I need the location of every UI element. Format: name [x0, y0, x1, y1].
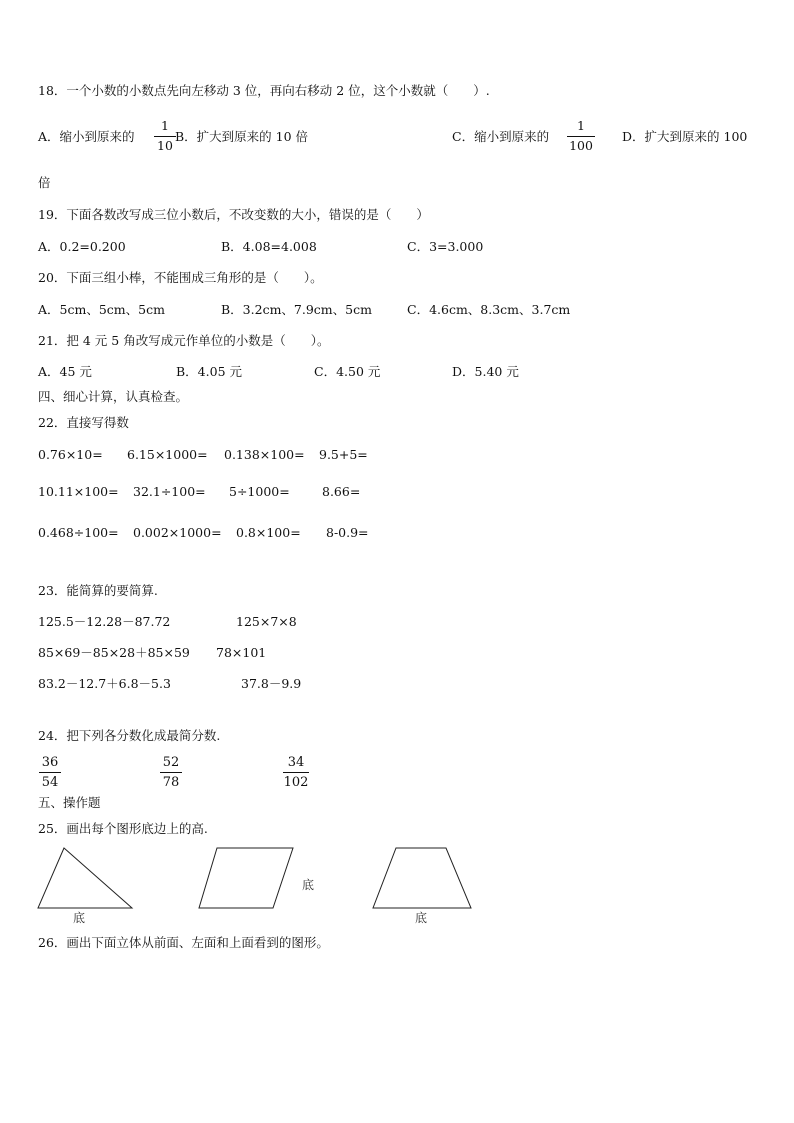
q23-item: 125.5－12.28－87.72 [38, 614, 171, 629]
q25-stem: 25．画出每个图形底边上的高. [38, 821, 208, 836]
fraction-numerator: 52 [162, 755, 180, 770]
q22-item: 8.66= [322, 484, 361, 499]
q23-item: 37.8－9.9 [241, 676, 302, 691]
fraction-numerator: 36 [41, 755, 59, 770]
fraction-denominator: 102 [283, 775, 309, 790]
trapezoid-shape [371, 846, 475, 912]
q21-option-a: A．45 元 [38, 364, 92, 379]
parallelogram-shape [197, 846, 297, 912]
fraction-numerator: 34 [287, 755, 305, 770]
fraction-numerator: 1 [161, 118, 169, 133]
q23-item: 125×7×8 [236, 614, 297, 629]
parallelogram-base-label: 底 [302, 878, 315, 892]
q18-stem: 18．一个小数的小数点先向左移动 3 位，再向右移动 2 位，这个小数就（ ）. [38, 83, 490, 98]
q18-option-d: D．扩大到原来的 100 [622, 129, 748, 144]
q22-item: 6.15×1000= [127, 447, 208, 462]
q20-option-b: B．3.2cm、7.9cm、5cm [221, 302, 372, 317]
q18-option-d-wrap: 倍 [38, 175, 51, 190]
q22-item: 0.138×100= [224, 447, 305, 462]
q21-option-d: D．5.40 元 [452, 364, 519, 379]
q18-option-a-fraction [153, 120, 177, 152]
q18-option-b: B．扩大到原来的 10 倍 [175, 129, 309, 144]
q19-option-a: A．0.2=0.200 [38, 239, 126, 254]
q22-item: 0.8×100= [236, 525, 301, 540]
fraction-denominator: 54 [41, 775, 59, 790]
q20-option-a: A．5cm、5cm、5cm [38, 302, 165, 317]
q23-item: 85×69－85×28＋85×59 [38, 645, 190, 660]
q18-option-c-fraction [566, 120, 596, 152]
q24-fraction [282, 756, 310, 789]
q23-item: 83.2－12.7＋6.8－5.3 [38, 676, 171, 691]
q23-stem: 23．能简算的要简算. [38, 583, 158, 598]
q24-fraction [159, 756, 183, 789]
q22-item: 10.11×100= [38, 484, 119, 499]
q22-stem: 22．直接写得数 [38, 415, 129, 430]
fraction-numerator: 1 [577, 118, 585, 133]
q24-stem: 24．把下列各分数化成最简分数. [38, 728, 221, 743]
q21-option-c: C．4.50 元 [314, 364, 381, 379]
section-4-heading: 四、细心计算，认真检查。 [38, 389, 189, 404]
q21-option-b: B．4.05 元 [176, 364, 242, 379]
q26-stem: 26．画出下面立体从前面、左面和上面看到的图形。 [38, 935, 329, 950]
q22-item: 0.76×10= [38, 447, 103, 462]
q19-stem: 19．下面各数改写成三位小数后，不改变数的大小，错误的是（ ） [38, 207, 429, 222]
q20-stem: 20．下面三组小棒，不能围成三角形的是（ ）。 [38, 270, 323, 285]
section-5-heading: 五、操作题 [38, 795, 101, 810]
q23-item: 78×101 [216, 645, 267, 660]
q22-item: 0.002×1000= [133, 525, 222, 540]
q19-option-c: C．3=3.000 [407, 239, 484, 254]
q18-option-a-label: A．缩小到原来的 [38, 129, 135, 144]
triangle-shape [36, 846, 136, 912]
triangle-base-label: 底 [73, 911, 86, 925]
q18-option-c-label: C．缩小到原来的 [452, 129, 550, 144]
q24-fraction [38, 756, 62, 789]
q22-item: 32.1÷100= [133, 484, 206, 499]
fraction-denominator: 78 [162, 775, 180, 790]
trapezoid-base-label: 底 [415, 911, 428, 925]
q22-item: 9.5+5= [319, 447, 368, 462]
fraction-denominator: 10 [157, 137, 173, 153]
fraction-denominator: 100 [569, 137, 593, 153]
q22-item: 0.468÷100= [38, 525, 119, 540]
q22-item: 5÷1000= [229, 484, 290, 499]
q22-item: 8-0.9= [326, 525, 369, 540]
q21-stem: 21．把 4 元 5 角改写成元作单位的小数是（ ）。 [38, 333, 330, 348]
q19-option-b: B．4.08=4.008 [221, 239, 317, 254]
q20-option-c: C．4.6cm、8.3cm、3.7cm [407, 302, 571, 317]
